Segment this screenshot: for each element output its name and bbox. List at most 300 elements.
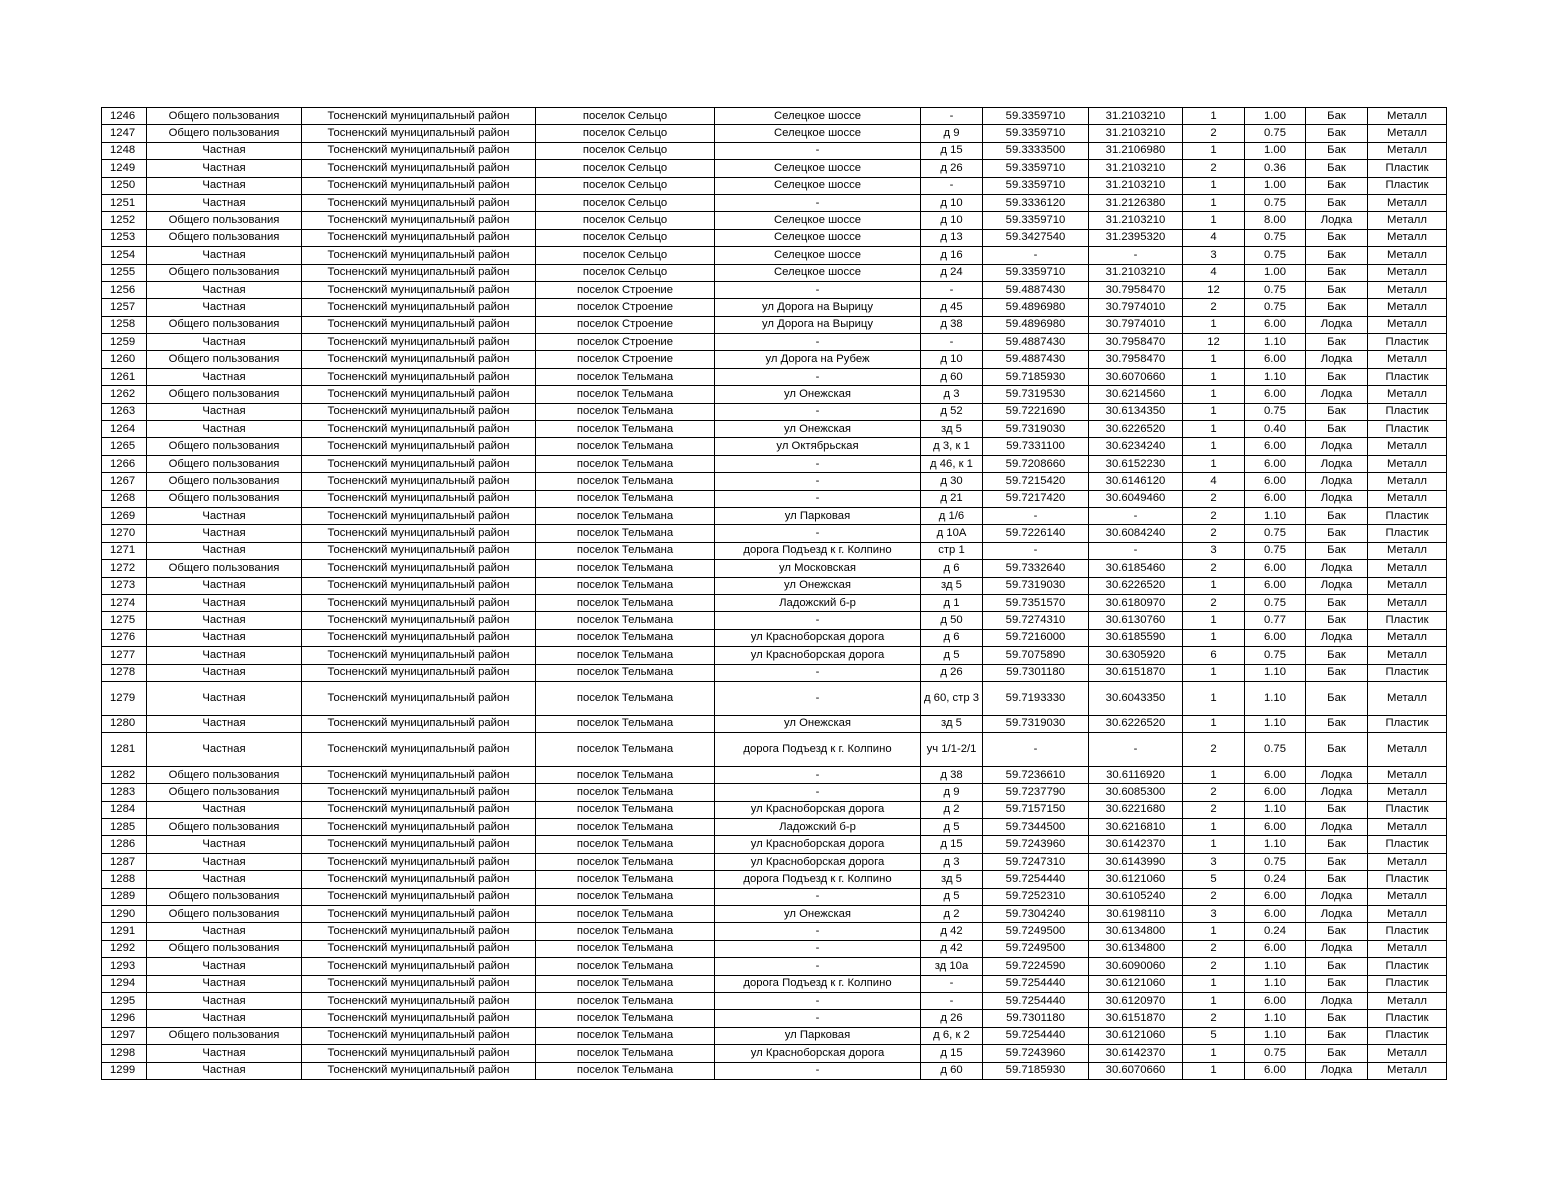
material-cell: Металл	[1368, 647, 1447, 664]
usage-type-cell: Частная	[147, 299, 302, 316]
district-cell: Тосненский муниципальный район	[302, 766, 536, 783]
count-cell: 1	[1183, 194, 1245, 211]
usage-type-cell: Частная	[147, 194, 302, 211]
street-cell: -	[715, 194, 921, 211]
volume-cell: 0.75	[1245, 229, 1306, 246]
container-type-cell: Бак	[1306, 229, 1368, 246]
street-cell: -	[715, 368, 921, 385]
container-type-cell: Бак	[1306, 975, 1368, 992]
street-cell: Селецкое шоссе	[715, 264, 921, 281]
usage-type-cell: Частная	[147, 681, 302, 715]
volume-cell: 1.10	[1245, 715, 1306, 732]
table-row	[102, 647, 1447, 664]
house-cell: д 10	[921, 351, 983, 368]
settlement-cell: поселок Тельмана	[536, 438, 715, 455]
container-type-cell: Бак	[1306, 923, 1368, 940]
street-cell: ул Московская	[715, 560, 921, 577]
volume-cell: 6.00	[1245, 577, 1306, 594]
container-type-cell: Лодка	[1306, 455, 1368, 472]
material-cell: Металл	[1368, 560, 1447, 577]
count-cell: 2	[1183, 958, 1245, 975]
district-cell: Тосненский муниципальный район	[302, 281, 536, 298]
house-cell: д 60, стр 3	[921, 681, 983, 715]
latitude-cell: -	[983, 733, 1089, 767]
container-type-cell: Бак	[1306, 108, 1368, 125]
container-type-cell: Бак	[1306, 958, 1368, 975]
table-row	[102, 490, 1447, 507]
settlement-cell: поселок Строение	[536, 299, 715, 316]
latitude-cell: 59.7351570	[983, 594, 1089, 611]
volume-cell: 0.75	[1245, 403, 1306, 420]
house-cell: д 38	[921, 766, 983, 783]
house-cell: д 5	[921, 888, 983, 905]
district-cell: Тосненский муниципальный район	[302, 940, 536, 957]
material-cell: Металл	[1368, 299, 1447, 316]
longitude-cell: 30.6151870	[1089, 1010, 1183, 1027]
settlement-cell: поселок Тельмана	[536, 715, 715, 732]
latitude-cell: 59.3359710	[983, 177, 1089, 194]
row-number-cell: 1249	[102, 160, 147, 177]
district-cell: Тосненский муниципальный район	[302, 801, 536, 818]
table-body	[102, 108, 1447, 1080]
container-type-cell: Лодка	[1306, 888, 1368, 905]
settlement-cell: поселок Тельмана	[536, 577, 715, 594]
district-cell: Тосненский муниципальный район	[302, 525, 536, 542]
table-row	[102, 871, 1447, 888]
container-type-cell: Бак	[1306, 871, 1368, 888]
longitude-cell: 31.2106980	[1089, 142, 1183, 159]
material-cell: Пластик	[1368, 871, 1447, 888]
container-type-cell: Бак	[1306, 801, 1368, 818]
container-type-cell: Бак	[1306, 733, 1368, 767]
volume-cell: 6.00	[1245, 629, 1306, 646]
material-cell: Металл	[1368, 351, 1447, 368]
volume-cell: 0.75	[1245, 281, 1306, 298]
container-type-cell: Лодка	[1306, 438, 1368, 455]
district-cell: Тосненский муниципальный район	[302, 647, 536, 664]
district-cell: Тосненский муниципальный район	[302, 368, 536, 385]
street-cell: -	[715, 455, 921, 472]
latitude-cell: 59.7185930	[983, 368, 1089, 385]
count-cell: 1	[1183, 836, 1245, 853]
usage-type-cell: Частная	[147, 715, 302, 732]
table-row	[102, 853, 1447, 870]
row-number-cell: 1255	[102, 264, 147, 281]
count-cell: 2	[1183, 125, 1245, 142]
street-cell: ул Красноборская дорога	[715, 629, 921, 646]
usage-type-cell: Общего пользования	[147, 784, 302, 801]
table-row	[102, 906, 1447, 923]
settlement-cell: поселок Тельмана	[536, 784, 715, 801]
street-cell: -	[715, 473, 921, 490]
material-cell: Пластик	[1368, 975, 1447, 992]
latitude-cell: 59.7075890	[983, 647, 1089, 664]
longitude-cell: 30.6084240	[1089, 525, 1183, 542]
district-cell: Тосненский муниципальный район	[302, 212, 536, 229]
material-cell: Пластик	[1368, 507, 1447, 524]
usage-type-cell: Частная	[147, 177, 302, 194]
volume-cell: 1.10	[1245, 664, 1306, 681]
container-type-cell: Бак	[1306, 1010, 1368, 1027]
container-type-cell: Бак	[1306, 177, 1368, 194]
longitude-cell: -	[1089, 247, 1183, 264]
row-number-cell: 1265	[102, 438, 147, 455]
volume-cell: 0.75	[1245, 647, 1306, 664]
volume-cell: 6.00	[1245, 351, 1306, 368]
row-number-cell: 1286	[102, 836, 147, 853]
house-cell: -	[921, 108, 983, 125]
longitude-cell: 30.6085300	[1089, 784, 1183, 801]
container-type-cell: Лодка	[1306, 1062, 1368, 1079]
street-cell: -	[715, 525, 921, 542]
street-cell: -	[715, 784, 921, 801]
street-cell: ул Октябрьская	[715, 438, 921, 455]
settlement-cell: поселок Тельмана	[536, 403, 715, 420]
settlement-cell: поселок Тельмана	[536, 853, 715, 870]
container-type-cell: Лодка	[1306, 992, 1368, 1009]
count-cell: 1	[1183, 177, 1245, 194]
material-cell: Металл	[1368, 490, 1447, 507]
house-cell: д 24	[921, 264, 983, 281]
district-cell: Тосненский муниципальный район	[302, 1010, 536, 1027]
container-type-cell: Лодка	[1306, 351, 1368, 368]
row-number-cell: 1263	[102, 403, 147, 420]
count-cell: 1	[1183, 992, 1245, 1009]
street-cell: Селецкое шоссе	[715, 108, 921, 125]
district-cell: Тосненский муниципальный район	[302, 438, 536, 455]
volume-cell: 1.10	[1245, 507, 1306, 524]
count-cell: 4	[1183, 473, 1245, 490]
row-number-cell: 1270	[102, 525, 147, 542]
settlement-cell: поселок Тельмана	[536, 542, 715, 559]
settlement-cell: поселок Тельмана	[536, 507, 715, 524]
container-type-cell: Лодка	[1306, 386, 1368, 403]
longitude-cell: 30.6043350	[1089, 681, 1183, 715]
latitude-cell: 59.4887430	[983, 334, 1089, 351]
house-cell: д 15	[921, 142, 983, 159]
longitude-cell: 30.6120970	[1089, 992, 1183, 1009]
usage-type-cell: Общего пользования	[147, 438, 302, 455]
table-row	[102, 334, 1447, 351]
longitude-cell: 30.6130760	[1089, 612, 1183, 629]
latitude-cell: 59.7193330	[983, 681, 1089, 715]
row-number-cell: 1291	[102, 923, 147, 940]
row-number-cell: 1254	[102, 247, 147, 264]
container-type-cell: Бак	[1306, 525, 1368, 542]
longitude-cell: 30.6185460	[1089, 560, 1183, 577]
settlement-cell: поселок Тельмана	[536, 801, 715, 818]
container-type-cell: Лодка	[1306, 784, 1368, 801]
table-row	[102, 177, 1447, 194]
latitude-cell: 59.7319030	[983, 421, 1089, 438]
count-cell: 1	[1183, 766, 1245, 783]
settlement-cell: поселок Тельмана	[536, 1027, 715, 1044]
house-cell: зд 5	[921, 421, 983, 438]
table-row	[102, 142, 1447, 159]
material-cell: Металл	[1368, 212, 1447, 229]
longitude-cell: 30.7974010	[1089, 299, 1183, 316]
row-number-cell: 1294	[102, 975, 147, 992]
house-cell: д 16	[921, 247, 983, 264]
street-cell: Селецкое шоссе	[715, 125, 921, 142]
material-cell: Металл	[1368, 438, 1447, 455]
longitude-cell: 30.6121060	[1089, 975, 1183, 992]
usage-type-cell: Частная	[147, 594, 302, 611]
street-cell: -	[715, 992, 921, 1009]
usage-type-cell: Общего пользования	[147, 766, 302, 783]
table-row	[102, 403, 1447, 420]
table-row	[102, 160, 1447, 177]
material-cell: Металл	[1368, 386, 1447, 403]
district-cell: Тосненский муниципальный район	[302, 664, 536, 681]
table-row	[102, 542, 1447, 559]
district-cell: Тосненский муниципальный район	[302, 142, 536, 159]
table-row	[102, 715, 1447, 732]
usage-type-cell: Частная	[147, 923, 302, 940]
usage-type-cell: Частная	[147, 733, 302, 767]
count-cell: 1	[1183, 1045, 1245, 1062]
row-number-cell: 1283	[102, 784, 147, 801]
usage-type-cell: Частная	[147, 542, 302, 559]
row-number-cell: 1267	[102, 473, 147, 490]
street-cell: -	[715, 142, 921, 159]
table-row	[102, 992, 1447, 1009]
material-cell: Пластик	[1368, 836, 1447, 853]
latitude-cell: 59.4896980	[983, 316, 1089, 333]
district-cell: Тосненский муниципальный район	[302, 1062, 536, 1079]
material-cell: Металл	[1368, 125, 1447, 142]
material-cell: Металл	[1368, 1062, 1447, 1079]
longitude-cell: 30.6049460	[1089, 490, 1183, 507]
count-cell: 3	[1183, 906, 1245, 923]
street-cell: -	[715, 1062, 921, 1079]
longitude-cell: 30.6226520	[1089, 715, 1183, 732]
settlement-cell: поселок Сельцо	[536, 247, 715, 264]
material-cell: Металл	[1368, 247, 1447, 264]
house-cell: д 6, к 2	[921, 1027, 983, 1044]
house-cell: зд 10а	[921, 958, 983, 975]
street-cell: дорога Подъезд к г. Колпино	[715, 733, 921, 767]
count-cell: 2	[1183, 1010, 1245, 1027]
table-row	[102, 975, 1447, 992]
street-cell: -	[715, 940, 921, 957]
latitude-cell: 59.7331100	[983, 438, 1089, 455]
table-row	[102, 281, 1447, 298]
longitude-cell: 30.6146120	[1089, 473, 1183, 490]
settlement-cell: поселок Сельцо	[536, 229, 715, 246]
usage-type-cell: Общего пользования	[147, 212, 302, 229]
count-cell: 1	[1183, 715, 1245, 732]
street-cell: Селецкое шоссе	[715, 160, 921, 177]
district-cell: Тосненский муниципальный район	[302, 975, 536, 992]
house-cell: зд 5	[921, 577, 983, 594]
count-cell: 2	[1183, 940, 1245, 957]
settlement-cell: поселок Тельмана	[536, 421, 715, 438]
longitude-cell: 30.6142370	[1089, 1045, 1183, 1062]
container-type-cell: Бак	[1306, 681, 1368, 715]
material-cell: Металл	[1368, 766, 1447, 783]
row-number-cell: 1288	[102, 871, 147, 888]
table-row	[102, 629, 1447, 646]
usage-type-cell: Общего пользования	[147, 888, 302, 905]
table-row	[102, 264, 1447, 281]
house-cell: д 30	[921, 473, 983, 490]
volume-cell: 1.10	[1245, 836, 1306, 853]
house-cell: -	[921, 334, 983, 351]
longitude-cell: -	[1089, 507, 1183, 524]
count-cell: 4	[1183, 264, 1245, 281]
material-cell: Металл	[1368, 681, 1447, 715]
table-row	[102, 940, 1447, 957]
usage-type-cell: Частная	[147, 507, 302, 524]
row-number-cell: 1271	[102, 542, 147, 559]
latitude-cell: 59.7237790	[983, 784, 1089, 801]
material-cell: Металл	[1368, 577, 1447, 594]
settlement-cell: поселок Тельмана	[536, 992, 715, 1009]
street-cell: ул Онежская	[715, 715, 921, 732]
row-number-cell: 1273	[102, 577, 147, 594]
row-number-cell: 1278	[102, 664, 147, 681]
usage-type-cell: Частная	[147, 836, 302, 853]
usage-type-cell: Общего пользования	[147, 455, 302, 472]
street-cell: ул Дорога на Вырицу	[715, 316, 921, 333]
latitude-cell: 59.7243960	[983, 836, 1089, 853]
street-cell: -	[715, 766, 921, 783]
settlement-cell: поселок Тельмана	[536, 958, 715, 975]
house-cell: стр 1	[921, 542, 983, 559]
longitude-cell: 30.6151870	[1089, 664, 1183, 681]
longitude-cell: 30.6142370	[1089, 836, 1183, 853]
volume-cell: 8.00	[1245, 212, 1306, 229]
settlement-cell: поселок Тельмана	[536, 836, 715, 853]
latitude-cell: 59.7249500	[983, 940, 1089, 957]
volume-cell: 6.00	[1245, 490, 1306, 507]
container-type-cell: Бак	[1306, 836, 1368, 853]
count-cell: 1	[1183, 681, 1245, 715]
material-cell: Металл	[1368, 819, 1447, 836]
table-row	[102, 212, 1447, 229]
settlement-cell: поселок Тельмана	[536, 629, 715, 646]
longitude-cell: 31.2103210	[1089, 108, 1183, 125]
row-number-cell: 1269	[102, 507, 147, 524]
latitude-cell: 59.7344500	[983, 819, 1089, 836]
usage-type-cell: Частная	[147, 853, 302, 870]
street-cell: Селецкое шоссе	[715, 247, 921, 264]
settlement-cell: поселок Тельмана	[536, 1045, 715, 1062]
house-cell: д 26	[921, 160, 983, 177]
street-cell: ул Дорога на Рубеж	[715, 351, 921, 368]
material-cell: Пластик	[1368, 958, 1447, 975]
house-cell: д 2	[921, 906, 983, 923]
usage-type-cell: Частная	[147, 647, 302, 664]
count-cell: 1	[1183, 438, 1245, 455]
street-cell: ул Парковая	[715, 507, 921, 524]
house-cell: д 26	[921, 664, 983, 681]
material-cell: Металл	[1368, 281, 1447, 298]
district-cell: Тосненский муниципальный район	[302, 612, 536, 629]
container-type-cell: Лодка	[1306, 212, 1368, 229]
latitude-cell: 59.7247310	[983, 853, 1089, 870]
count-cell: 1	[1183, 316, 1245, 333]
usage-type-cell: Общего пользования	[147, 316, 302, 333]
latitude-cell: 59.7216000	[983, 629, 1089, 646]
district-cell: Тосненский муниципальный район	[302, 594, 536, 611]
material-cell: Металл	[1368, 316, 1447, 333]
volume-cell: 6.00	[1245, 784, 1306, 801]
settlement-cell: поселок Сельцо	[536, 212, 715, 229]
usage-type-cell: Частная	[147, 1045, 302, 1062]
table-row	[102, 108, 1447, 125]
material-cell: Пластик	[1368, 664, 1447, 681]
house-cell: уч 1/1-2/1	[921, 733, 983, 767]
container-type-cell: Бак	[1306, 334, 1368, 351]
table-row	[102, 664, 1447, 681]
settlement-cell: поселок Сельцо	[536, 264, 715, 281]
container-type-cell: Бак	[1306, 664, 1368, 681]
district-cell: Тосненский муниципальный район	[302, 784, 536, 801]
settlement-cell: поселок Строение	[536, 281, 715, 298]
street-cell: ул Дорога на Вырицу	[715, 299, 921, 316]
district-cell: Тосненский муниципальный район	[302, 1027, 536, 1044]
table-row	[102, 125, 1447, 142]
row-number-cell: 1250	[102, 177, 147, 194]
longitude-cell: 30.7974010	[1089, 316, 1183, 333]
longitude-cell: 30.6121060	[1089, 871, 1183, 888]
container-type-cell: Лодка	[1306, 940, 1368, 957]
volume-cell: 1.10	[1245, 368, 1306, 385]
latitude-cell: 59.7217420	[983, 490, 1089, 507]
volume-cell: 0.75	[1245, 194, 1306, 211]
house-cell: д 1	[921, 594, 983, 611]
district-cell: Тосненский муниципальный район	[302, 681, 536, 715]
house-cell: д 46, к 1	[921, 455, 983, 472]
count-cell: 1	[1183, 1062, 1245, 1079]
material-cell: Пластик	[1368, 612, 1447, 629]
usage-type-cell: Частная	[147, 334, 302, 351]
district-cell: Тосненский муниципальный район	[302, 577, 536, 594]
settlement-cell: поселок Тельмана	[536, 664, 715, 681]
count-cell: 1	[1183, 664, 1245, 681]
settlement-cell: поселок Тельмана	[536, 940, 715, 957]
volume-cell: 0.36	[1245, 160, 1306, 177]
material-cell: Пластик	[1368, 1010, 1447, 1027]
volume-cell: 0.24	[1245, 923, 1306, 940]
latitude-cell: 59.7215420	[983, 473, 1089, 490]
latitude-cell: 59.4887430	[983, 351, 1089, 368]
settlement-cell: поселок Сельцо	[536, 160, 715, 177]
table-row	[102, 1027, 1447, 1044]
count-cell: 1	[1183, 421, 1245, 438]
house-cell: д 1/6	[921, 507, 983, 524]
row-number-cell: 1253	[102, 229, 147, 246]
usage-type-cell: Общего пользования	[147, 386, 302, 403]
container-type-cell: Бак	[1306, 507, 1368, 524]
street-cell: ул Парковая	[715, 1027, 921, 1044]
count-cell: 1	[1183, 108, 1245, 125]
district-cell: Тосненский муниципальный район	[302, 194, 536, 211]
volume-cell: 1.10	[1245, 1010, 1306, 1027]
usage-type-cell: Частная	[147, 281, 302, 298]
house-cell: д 26	[921, 1010, 983, 1027]
usage-type-cell: Общего пользования	[147, 108, 302, 125]
latitude-cell: 59.7254440	[983, 975, 1089, 992]
house-cell: д 45	[921, 299, 983, 316]
row-number-cell: 1258	[102, 316, 147, 333]
latitude-cell: 59.7332640	[983, 560, 1089, 577]
house-cell: д 60	[921, 1062, 983, 1079]
row-number-cell: 1261	[102, 368, 147, 385]
street-cell: ул Онежская	[715, 421, 921, 438]
